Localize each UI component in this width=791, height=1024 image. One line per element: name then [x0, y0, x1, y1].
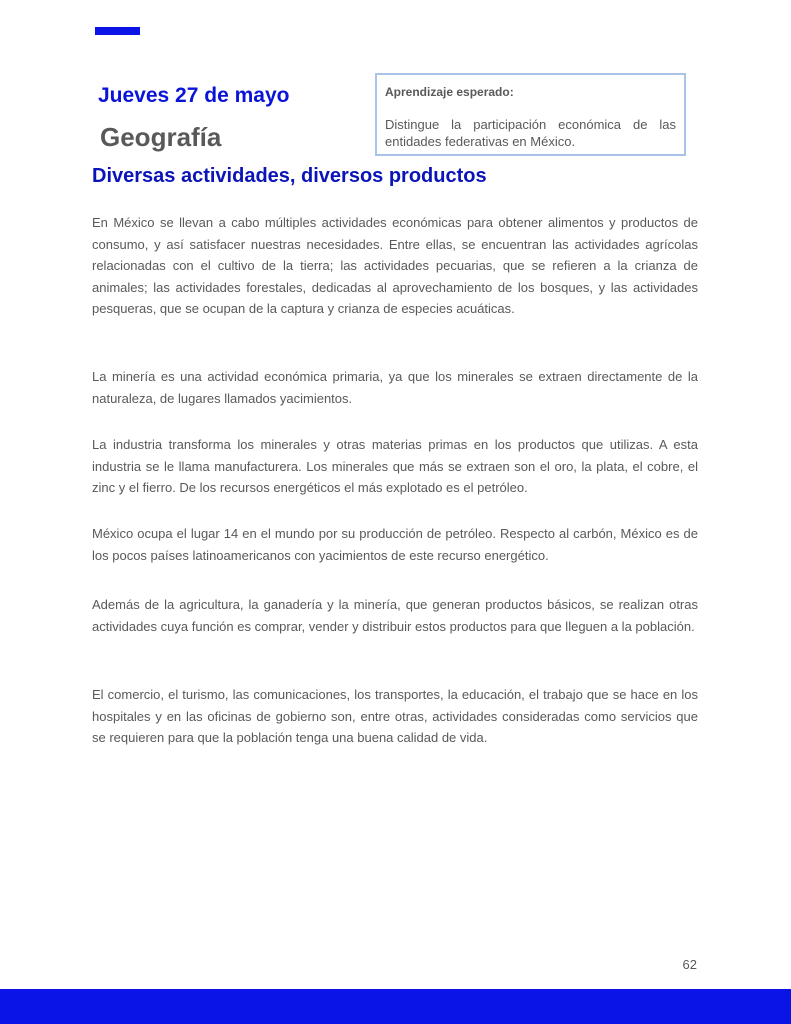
- body-paragraph: La minería es una actividad económica primaria, ya que los minerales se extraen directamente de la naturaleza, de lugares llamados yacimientos.: [92, 369, 698, 406]
- body-paragraph: La industria transforma los minerales y otras materias primas en los productos que utilizas. A esta industria se le llama manufacturera. Los minerales que más se extraen son el oro, la plata, el cobre, el zinc y el fierro. De los recursos energéticos el más explotado es el petróleo.: [92, 437, 698, 496]
- learning-objective-title: Aprendizaje esperado:: [385, 85, 514, 99]
- section-title: Diversas actividades, diversos productos: [92, 165, 487, 187]
- page-number: 62: [682, 957, 697, 972]
- top-accent-bar: [95, 27, 140, 35]
- body-paragraph: México ocupa el lugar 14 en el mundo por su producción de petróleo. Respecto al carbón, México es de los pocos países latinoamericanos con yacimientos de este recurso energético.: [92, 526, 698, 563]
- learning-objective-box: [375, 73, 686, 156]
- body-paragraph: El comercio, el turismo, las comunicaciones, los transportes, la educación, el trabajo que se hace en los hospitales y en las oficinas de gobierno son, entre otras, actividades consideradas como servicios que se requieren para que la población tenga una buena calidad de vida.: [92, 687, 698, 746]
- body-paragraph: Además de la agricultura, la ganadería y la minería, que generan productos básicos, se realizan otras actividades cuya función es comprar, vender y distribuir estos productos para que lleguen a la población.: [92, 597, 698, 634]
- body-paragraph: En México se llevan a cabo múltiples actividades económicas para obtener alimentos y productos de consumo, y así satisfacer nuestras necesidades. Entre ellas, se encuentran las actividades agrícolas relacionadas con el cultivo de la tierra; las actividades pecuarias, que se refieren a la crianza de animales; las actividades forestales, dedicadas al aprovechamiento de los bosques, y las actividades pesqueras, que se ocupan de la captura y crianza de especies acuáticas.: [92, 215, 698, 317]
- date-heading: Jueves 27 de mayo: [98, 84, 290, 107]
- subject-heading: Geografía: [100, 122, 222, 152]
- learning-objective-text: Distingue la participación económica de las entidades federativas en México.: [385, 117, 676, 149]
- footer-band: [0, 989, 791, 1024]
